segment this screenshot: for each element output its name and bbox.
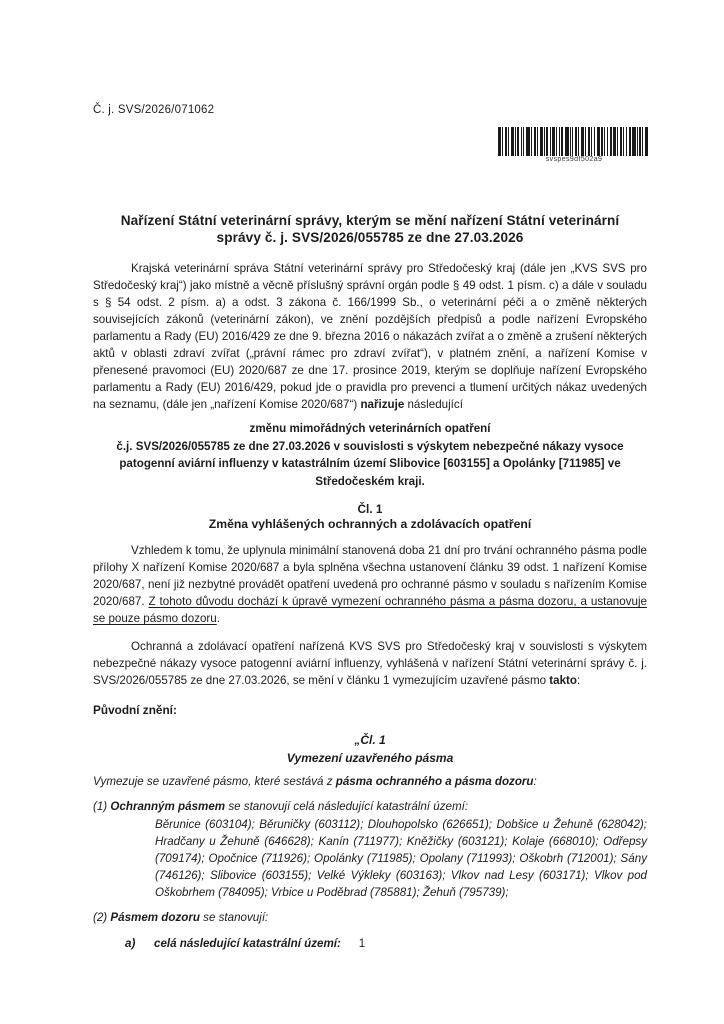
barcode bbox=[497, 127, 651, 164]
sub-item-a-text: celá následující katastrální území: bbox=[154, 937, 341, 950]
intro-text-after: následující bbox=[404, 398, 463, 411]
article-1-paragraph-1 bbox=[93, 542, 647, 627]
barcode-icon bbox=[498, 127, 650, 156]
item2-text: se stanovují: bbox=[199, 911, 269, 924]
page-number: 1 bbox=[358, 938, 366, 950]
surveillance-zone-item bbox=[93, 909, 647, 926]
original-wording-label: Původní znění: bbox=[93, 703, 177, 717]
quoted-intro-text: Vymezuje se uzavřené pásmo, které sestává z bbox=[93, 775, 336, 788]
quoted-article-heading: Vymezení uzavřeného pásma bbox=[286, 751, 454, 765]
para1-period: . bbox=[216, 612, 220, 625]
document-content bbox=[93, 104, 647, 952]
quoted-article-number: „Čl. 1 bbox=[354, 733, 386, 747]
para1-underlined-text: Z tohoto důvodu dochází k úpravě vymezení ochranného pásma a pásma dozoru, a ustanovuje se pouze pásmo dozoru bbox=[93, 595, 647, 625]
subject-rest: č.j. SVS/2026/055785 ze dne 27.03.2026 v souvislosti s výskytem nebezpečné nákazy vysoce patogenní aviární influenzy v katastrálním území Slibovice [603155] a Opolánky [711985] ve Středočeském kraji. bbox=[116, 439, 624, 488]
item1-text: se stanovují celá následující katastrální území: bbox=[225, 800, 469, 813]
item1-bold-term: Ochranným pásmem bbox=[110, 800, 226, 813]
subject-block bbox=[93, 420, 647, 490]
para2-colon: : bbox=[577, 674, 581, 687]
quoted-intro-colon: : bbox=[533, 775, 537, 788]
para1-text: Vzhledem k tomu, že uplynula minimální stanovená doba 21 dní pro trvání ochranného pásma podle přílohy X nařízení Komise 2020/687 a byla splněna všechna ustanovení článku 39 odst. 1 nařízení Komise 2020/687, není již nezbytné provádět opatření uvedená pro ochranné pásmo v souladu s nařízením Komise 2020/687. bbox=[93, 544, 647, 608]
quoted-intro-bold: pásma ochranného a pásma dozoru bbox=[335, 775, 534, 788]
protection-zone-item bbox=[93, 798, 647, 815]
item1-number: (1) bbox=[93, 800, 111, 813]
intro-text: Krajská veterinární správa Státní veterinární správy pro Středočeský kraj (dále jen „KVS SVS pro Středočeský kraj“) jako místně a věcně příslušný správní orgán podle § 49 odst. 1 písm. c) a dále v souladu s § 54 odst. 2 písm. a) a odst. 3 zákona č. 166/1999 Sb., o veterinární péči a o změně některých souvisejících zákonů (veterinární zákon), ve znění pozdějších předpisů a podle nařízení Evropského parlamentu a Rady (EU) 2016/429 ze dne 9. března 2016 o nákazách zvířat a o změně a zrušení některých aktů v oblasti zdraví zvířat („právní rámec pro zdraví zvířat“), v platném znění, a nařízení Komise v přenesené pravomoci (EU) 2020/687 ze dne 17. prosince 2019, kterým se doplňuje nařízení Evropského parlamentu a Rady (EU) 2016/429, pokud jde o pravidla pro prevenci a tlumení určitých nákaz uvedených na seznamu, (dále jen „nařízení Komise 2020/687“) bbox=[93, 262, 647, 411]
para2-bold-word: takto bbox=[549, 674, 577, 687]
reference-number: Č. j. SVS/2026/071062 bbox=[93, 104, 215, 116]
intro-bold-word: nařizuje bbox=[360, 398, 405, 411]
article-1-heading: Změna vyhlášených ochranných a zdolávacích opatření bbox=[208, 517, 532, 531]
item2-bold-term: Pásmem dozoru bbox=[110, 911, 200, 924]
article-1-number: Čl. 1 bbox=[357, 502, 383, 516]
barcode-caption: svspes9df502a9 bbox=[545, 156, 603, 163]
para2-text: Ochranná a zdolávací opatření nařízená KVS SVS pro Středočeský kraj v souvislosti s výskytem nebezpečné nákazy vysoce patogenní aviární influenzy, vyhlášená v nařízení Státní veterinární správy č. j. SVS/2026/055785 ze dne 27.03.2026, se mění v článku 1 vymezujícím uzavřené pásmo bbox=[93, 640, 647, 687]
subject-line1: změnu mimořádných veterinárních opatření bbox=[249, 422, 491, 435]
document-title: Nařízení Státní veterinární správy, kterým se mění nařízení Státní veterinární správy č. j. SVS/2026/055785 ze dne 27.03.2026 bbox=[120, 213, 620, 245]
article-1-paragraph-2 bbox=[93, 638, 647, 689]
quoted-intro bbox=[93, 773, 647, 790]
item2-number: (2) bbox=[93, 911, 111, 924]
intro-paragraph bbox=[93, 260, 647, 413]
sub-item-a-letter: a) bbox=[125, 937, 136, 950]
cadastral-area-list: Běrunice (603104); Běruničky (603112); Dlouhopolsko (626651); Dobšice u Žehuně (628042); Hradčany u Žehuně (646628); Kanín (711977); Kněžičky (603121); Kolaje (668010); Odřepsy (709174); Opočnice (711926); Opolánky (711985); Opolany (711993); Oškobrh (712001); Sány (746126); Slibovice (603155); Velké Výkleky (603163); Vlkov nad Lesy (603171); Vlkov pod Oškobrhem (784095); Vrbice u Poděbrad (785881); Žehuň (795739); bbox=[155, 818, 647, 899]
